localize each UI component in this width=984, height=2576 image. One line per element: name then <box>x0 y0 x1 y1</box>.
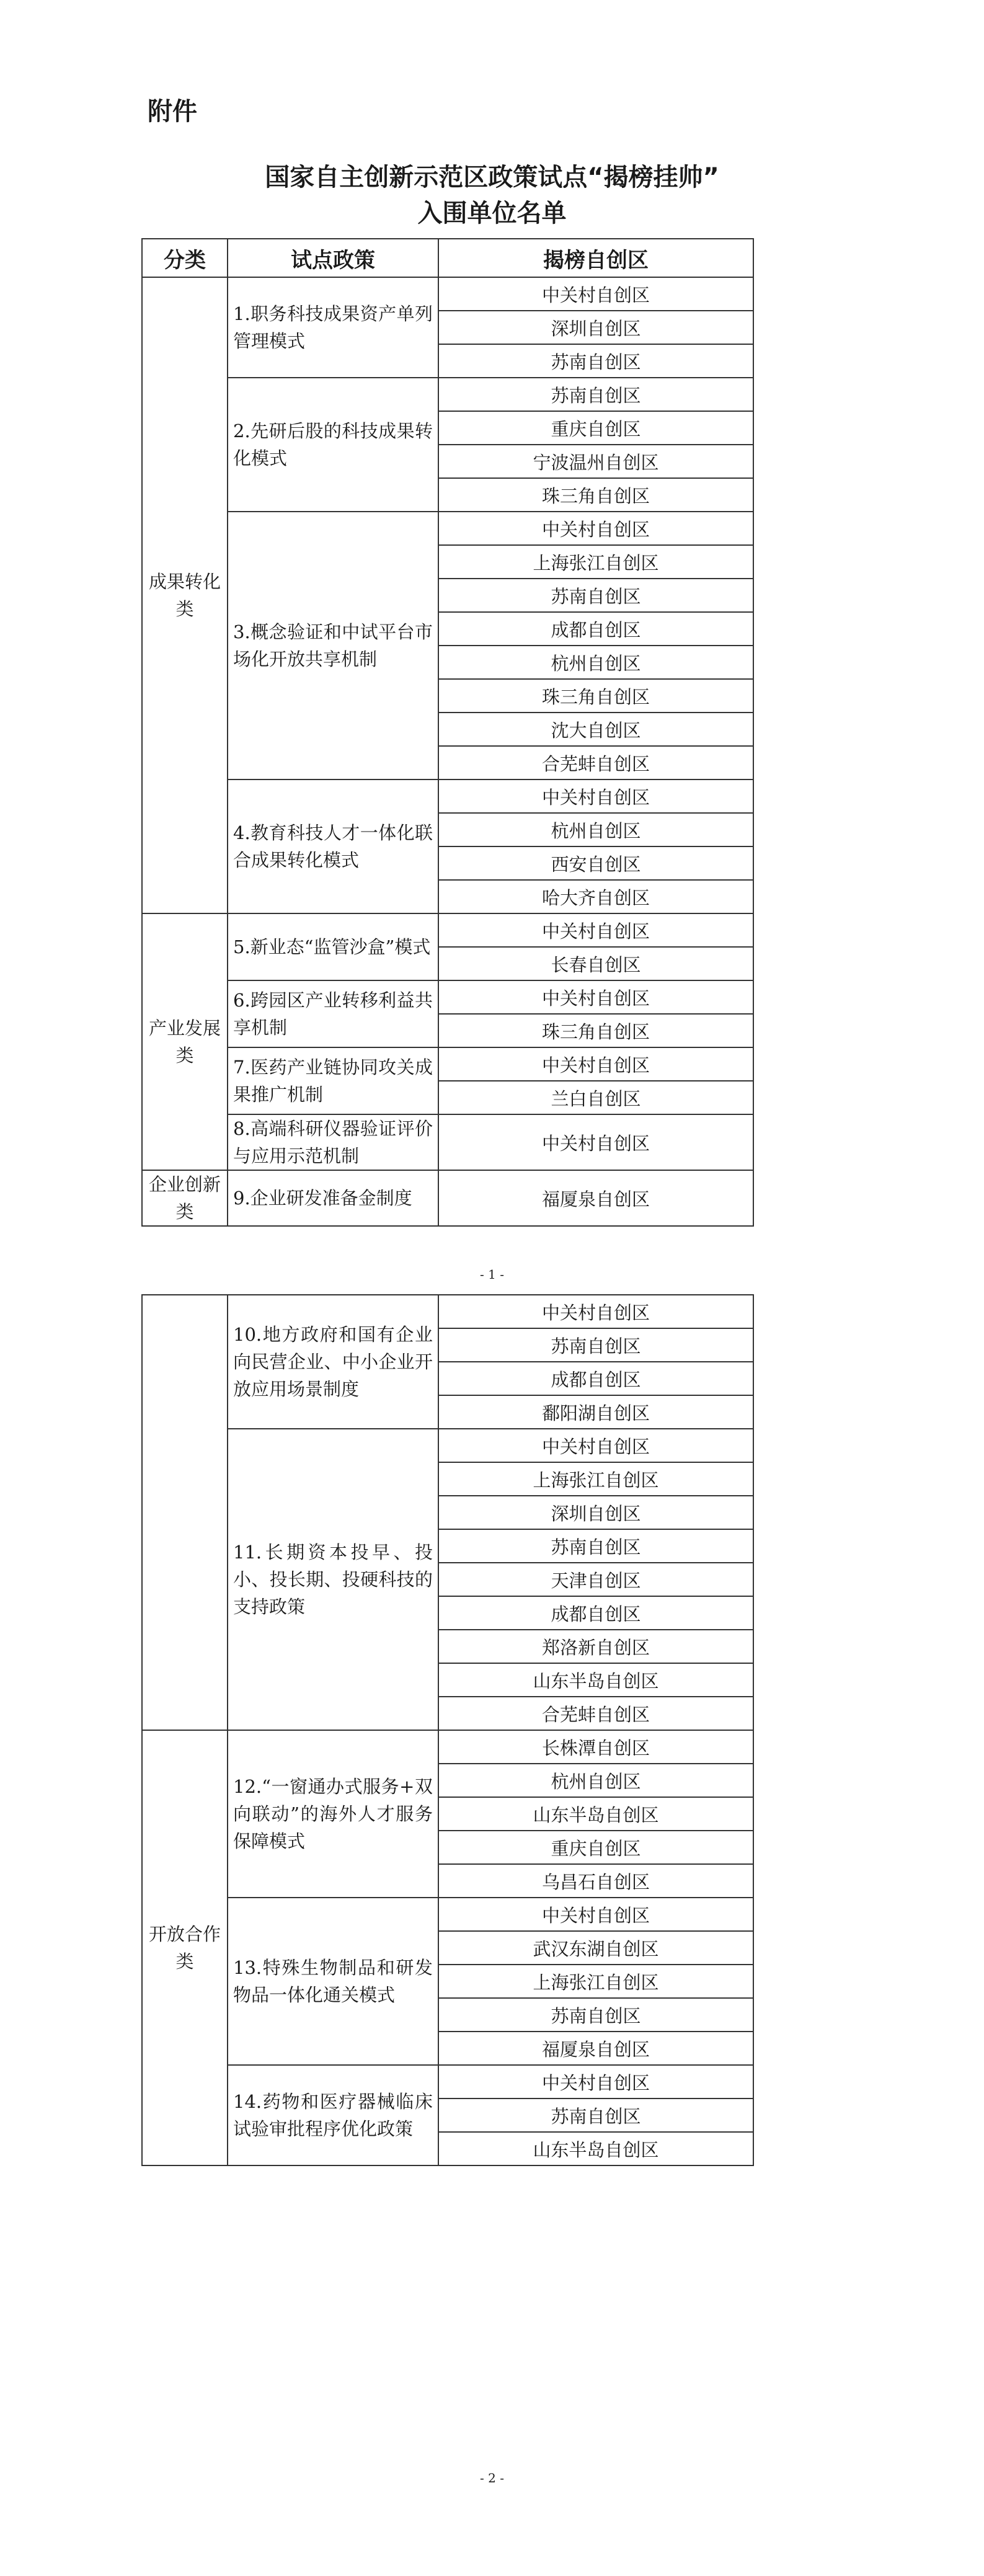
category-cell: 企业创新类 <box>142 1170 228 1226</box>
policy-cell: 11.长期资本投早、投小、投长期、投硬科技的支持政策 <box>228 1429 438 1730</box>
table-row <box>142 779 753 813</box>
zone-cell: 中关村自创区 <box>438 1429 753 1462</box>
table-row <box>142 1047 753 1081</box>
table-row <box>142 1730 753 1764</box>
document-title: 国家自主创新示范区政策试点“揭榜挂帅” <box>265 163 719 192</box>
zone-cell: 苏南自创区 <box>438 579 753 612</box>
zone-cell: 成都自创区 <box>438 1596 753 1630</box>
policy-cell: 6.跨园区产业转移利益共享机制 <box>228 980 438 1047</box>
zone-cell: 西安自创区 <box>438 846 753 880</box>
table-row <box>142 1170 753 1226</box>
zone-cell: 苏南自创区 <box>438 344 753 378</box>
zone-cell: 哈大齐自创区 <box>438 880 753 913</box>
zone-cell: 乌昌石自创区 <box>438 1864 753 1898</box>
zone-cell: 苏南自创区 <box>438 1998 753 2032</box>
zone-cell: 深圳自创区 <box>438 1496 753 1529</box>
zone-cell: 中关村自创区 <box>438 980 753 1014</box>
policy-cell: 14.药物和医疗器械临床试验审批程序优化政策 <box>228 2065 438 2165</box>
zone-cell: 武汉东湖自创区 <box>438 1931 753 1965</box>
zone-cell: 上海张江自创区 <box>438 545 753 579</box>
zone-cell: 重庆自创区 <box>438 1831 753 1864</box>
table-row <box>142 913 753 947</box>
zone-cell: 深圳自创区 <box>438 311 753 344</box>
policy-table-page2 <box>141 1294 754 2166</box>
table-row <box>142 1898 753 1931</box>
document-subtitle: 入围单位名单 <box>417 199 567 228</box>
page-number-2: - 2 - <box>480 2471 504 2485</box>
zone-cell: 合芜蚌自创区 <box>438 1697 753 1730</box>
zone-cell: 上海张江自创区 <box>438 1965 753 1998</box>
zone-cell: 珠三角自创区 <box>438 679 753 713</box>
category-cell: 成果转化类 <box>142 277 228 913</box>
zone-cell: 成都自创区 <box>438 1362 753 1395</box>
zone-cell: 福厦泉自创区 <box>438 1170 753 1226</box>
policy-cell: 9.企业研发准备金制度 <box>228 1170 438 1226</box>
zone-cell: 山东半岛自创区 <box>438 1663 753 1697</box>
zone-cell: 苏南自创区 <box>438 1529 753 1563</box>
zone-cell: 中关村自创区 <box>438 779 753 813</box>
zone-cell: 中关村自创区 <box>438 1047 753 1081</box>
zone-cell: 杭州自创区 <box>438 813 753 846</box>
zone-cell: 苏南自创区 <box>438 1328 753 1362</box>
zone-cell: 中关村自创区 <box>438 1898 753 1931</box>
zone-cell: 沈大自创区 <box>438 713 753 746</box>
policy-cell: 8.高端科研仪器验证评价与应用示范机制 <box>228 1114 438 1170</box>
zone-cell: 兰白自创区 <box>438 1081 753 1114</box>
zone-cell: 长春自创区 <box>438 947 753 980</box>
zone-cell: 中关村自创区 <box>438 277 753 311</box>
policy-cell: 5.新业态“监管沙盒”模式 <box>228 913 438 980</box>
zone-cell: 山东半岛自创区 <box>438 1797 753 1831</box>
table-row <box>142 1295 753 1328</box>
zone-cell: 杭州自创区 <box>438 646 753 679</box>
table-row <box>142 980 753 1014</box>
policy-cell: 3.概念验证和中试平台市场化开放共享机制 <box>228 512 438 779</box>
zone-cell: 中关村自创区 <box>438 913 753 947</box>
zone-cell: 苏南自创区 <box>438 378 753 411</box>
policy-cell: 1.职务科技成果资产单列管理模式 <box>228 277 438 378</box>
zone-cell: 中关村自创区 <box>438 1114 753 1170</box>
column-header-1: 分类 <box>142 239 228 277</box>
zone-cell: 合芜蚌自创区 <box>438 746 753 779</box>
table-row <box>142 378 753 411</box>
attachment-label: 附件 <box>148 97 197 126</box>
zone-cell: 宁波温州自创区 <box>438 445 753 478</box>
zone-cell: 山东半岛自创区 <box>438 2132 753 2165</box>
zone-cell: 杭州自创区 <box>438 1764 753 1797</box>
column-header-3: 揭榜自创区 <box>438 239 753 277</box>
category-cell <box>142 1295 228 1730</box>
zone-cell: 福厦泉自创区 <box>438 2032 753 2065</box>
zone-cell: 珠三角自创区 <box>438 478 753 512</box>
policy-cell: 12.“一窗通办式服务+双向联动”的海外人才服务保障模式 <box>228 1730 438 1898</box>
table-row <box>142 1114 753 1170</box>
zone-cell: 鄱阳湖自创区 <box>438 1395 753 1429</box>
zone-cell: 天津自创区 <box>438 1563 753 1596</box>
policy-table-page1 <box>141 238 754 1227</box>
zone-cell: 郑洛新自创区 <box>438 1630 753 1663</box>
policy-cell: 13.特殊生物制品和研发物品一体化通关模式 <box>228 1898 438 2065</box>
table-row <box>142 1429 753 1462</box>
zone-cell: 中关村自创区 <box>438 1295 753 1328</box>
page-number-1: - 1 - <box>480 1267 504 1282</box>
policy-cell: 10.地方政府和国有企业向民营企业、中小企业开放应用场景制度 <box>228 1295 438 1429</box>
header-row <box>142 239 753 277</box>
policy-cell: 2.先研后股的科技成果转化模式 <box>228 378 438 512</box>
column-header-2: 试点政策 <box>228 239 438 277</box>
zone-cell: 长株潭自创区 <box>438 1730 753 1764</box>
zone-cell: 珠三角自创区 <box>438 1014 753 1047</box>
table-row <box>142 2065 753 2099</box>
zone-cell: 中关村自创区 <box>438 2065 753 2099</box>
zone-cell: 成都自创区 <box>438 612 753 646</box>
zone-cell: 上海张江自创区 <box>438 1462 753 1496</box>
category-cell: 产业发展类 <box>142 913 228 1170</box>
policy-cell: 7.医药产业链协同攻关成果推广机制 <box>228 1047 438 1114</box>
zone-cell: 中关村自创区 <box>438 512 753 545</box>
table-row <box>142 277 753 311</box>
zone-cell: 苏南自创区 <box>438 2099 753 2132</box>
zone-cell: 重庆自创区 <box>438 411 753 445</box>
category-cell: 开放合作类 <box>142 1730 228 2165</box>
policy-cell: 4.教育科技人才一体化联合成果转化模式 <box>228 779 438 913</box>
table-row <box>142 512 753 545</box>
